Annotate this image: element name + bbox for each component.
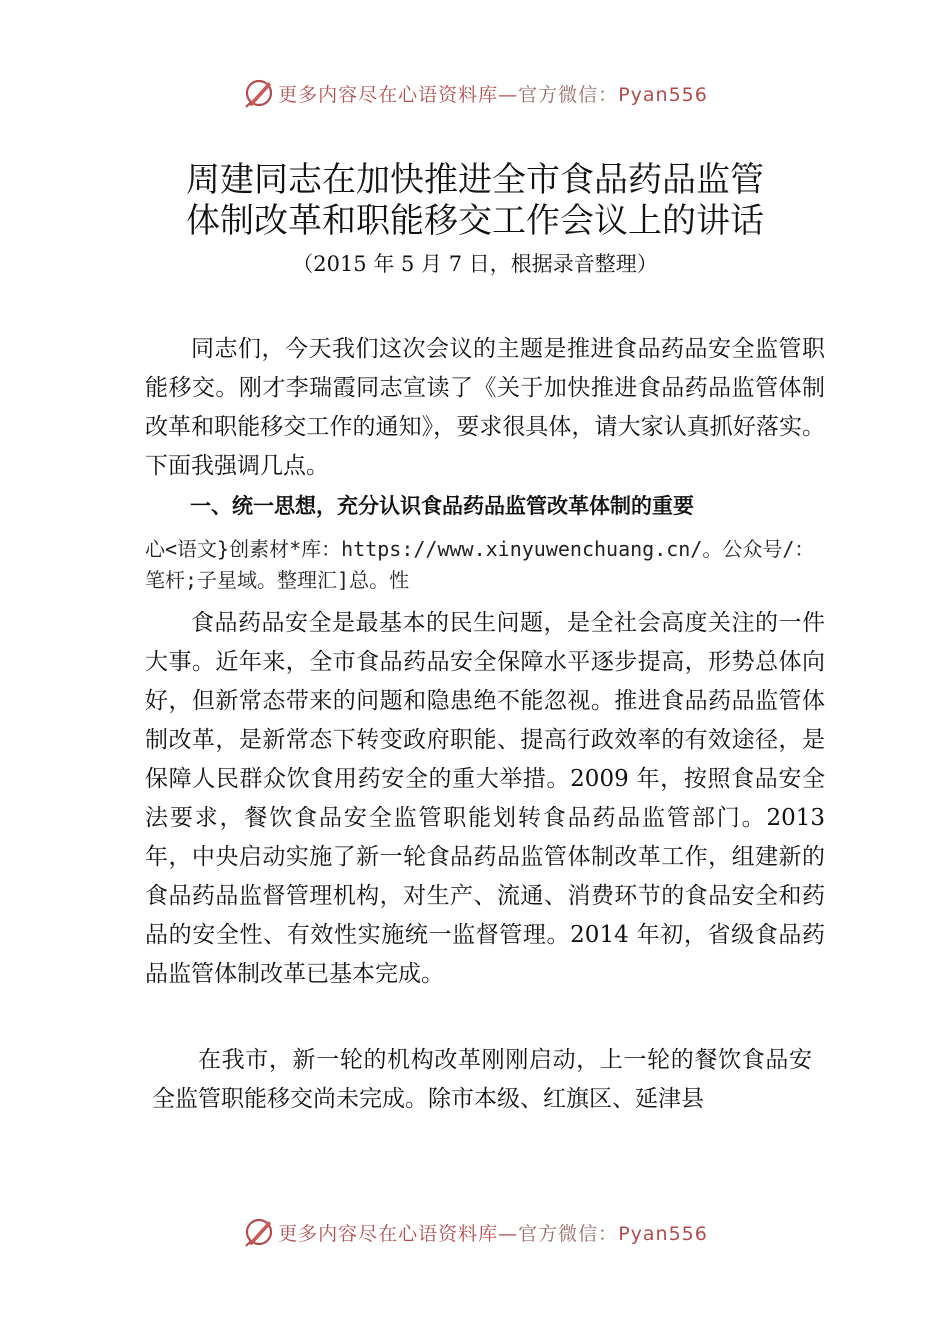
paragraph-2: 食品药品安全是最基本的民生问题，是全社会高度关注的一件大事。近年来，全市食品药品安全保障水平逐步提高，形势总体向好，但新常态带来的问题和隐患绝不能忽视。推进食品药品监管体制改革，是新常态下转变政府职能、提高行政效率的有效途径，是保障人民群众饮食用药安全的重大举措。2009 年，按照食品安全法要求，餐饮食品安全监管职能划转食品药品监管部门。2013 年，中央启动实施了新一轮食品药品监管体制改革工作，组建新的食品药品监督管理机构，对生产、流通、消费环节的食品安全和药品的安全性、有效性实施统一监督管理。2014 年初，省级食品药品监管体制改革已基本完成。 — [145, 610, 825, 987]
banner-text: 更多内容尽在心语资料库—官方微信：Pyan556 — [278, 83, 708, 106]
footer-banner — [0, 1212, 950, 1252]
quill-pen-icon — [242, 1215, 276, 1249]
header-banner — [0, 73, 950, 113]
document-subtitle: （2015 年 5 月 7 日，根据录音整理） — [292, 252, 658, 276]
section-heading-1: 一、统一思想，充分认识食品药品监管改革体制的重要 — [190, 494, 694, 518]
banner-text: 更多内容尽在心语资料库—官方微信：Pyan556 — [278, 1222, 708, 1245]
document-title-line1: 周建同志在加快推进全市食品药品监管 — [186, 160, 764, 200]
quill-pen-icon — [242, 76, 276, 110]
paragraph-1: 同志们，今天我们这次会议的主题是推进食品药品安全监管职能移交。刚才李瑞霞同志宣读了《关于加快推进食品药品监管体制改革和职能移交工作的通知》，要求很具体，请大家认真抓好落实。下面我强调几点。 — [145, 336, 825, 479]
document-title-line2: 体制改革和职能移交工作会议上的讲话 — [186, 201, 764, 241]
inserted-source-text: 心<语文}创素材*库：https://www.xinyuwenchuang.cn/。公众号/：笔杆;子星域。整理汇]总。性 — [145, 537, 815, 592]
paragraph-3: 在我市，新一轮的机构改革刚刚启动，上一轮的餐饮食品安全监管职能移交尚未完成。除市本级、红旗区、延津县 — [152, 1047, 812, 1112]
